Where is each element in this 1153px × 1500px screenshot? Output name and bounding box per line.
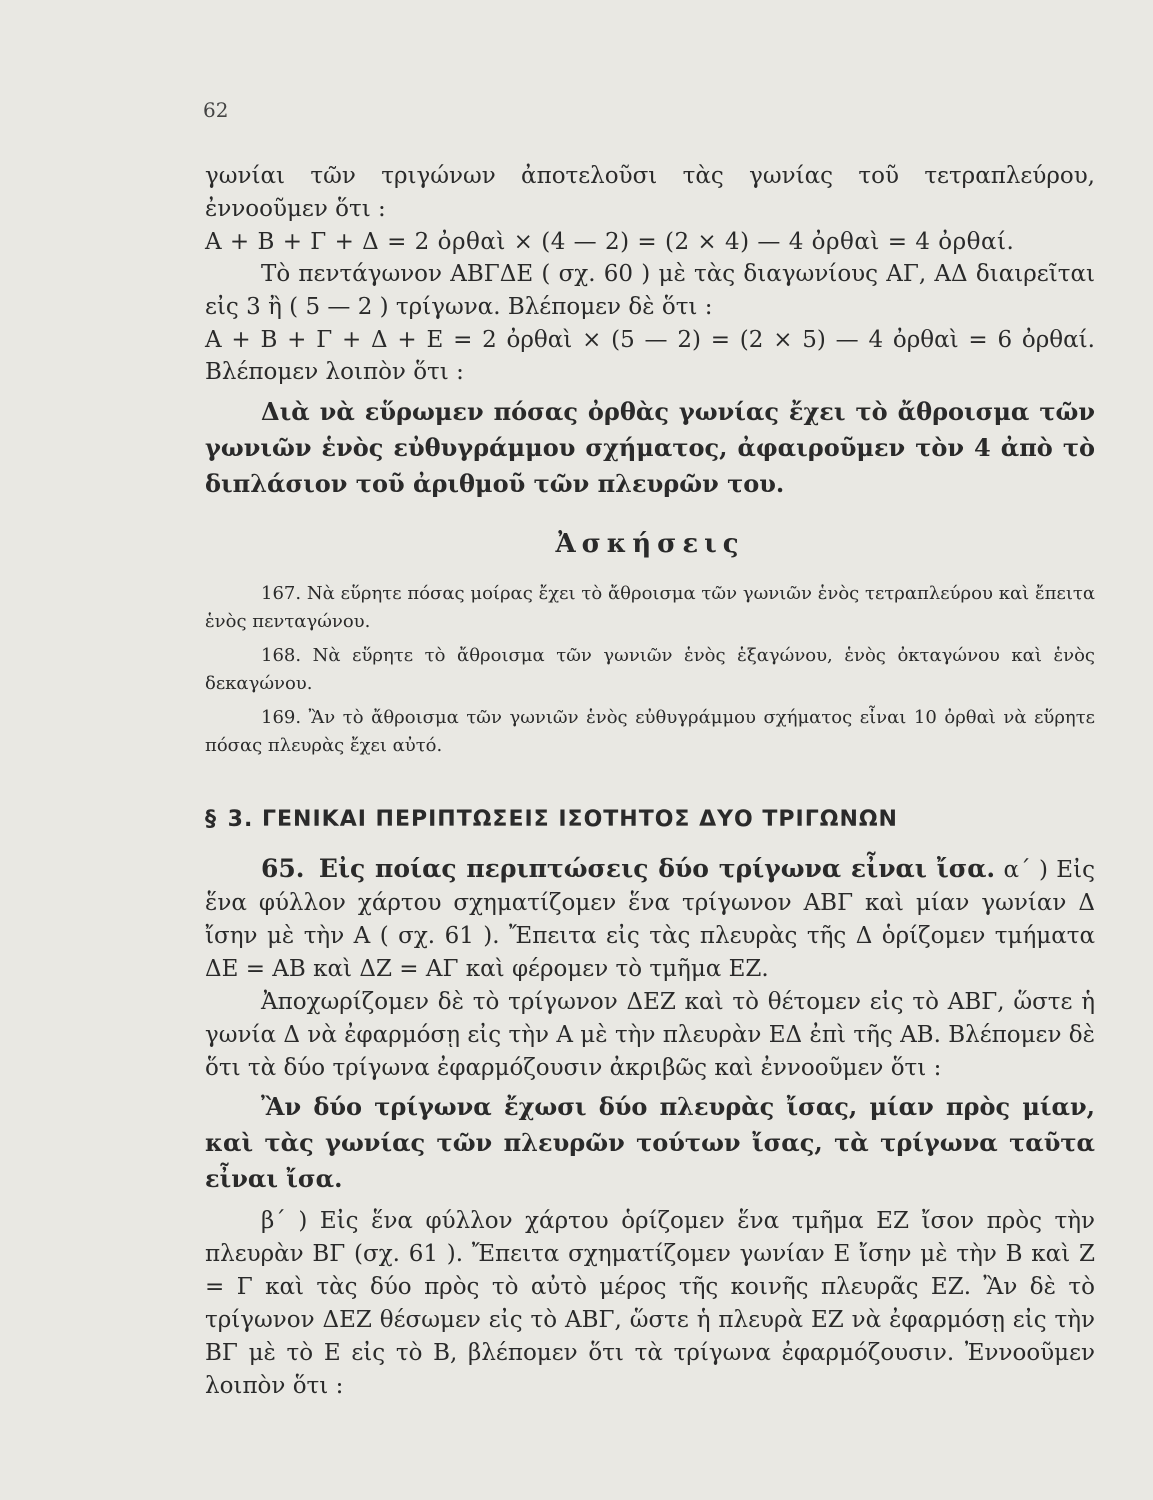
paragraph-title: Εἰς ποίας περιπτώσεις δύο τρίγωνα εἶναι ἴσα. (318, 854, 996, 883)
angle-sum-rule: Διὰ νὰ εὕρωμεν πόσας ὀρθὰς γωνίας ἔχει τὸ ἄθροισμα τῶν γωνιῶν ἑνὸς εὐθυγράμμου σχήματος, ἀφαιροῦμεν τὸν 4 ἀπὸ τὸ διπλάσιον τοῦ ἀριθμοῦ τῶν πλευρῶν του. (205, 397, 1095, 498)
paragraph-number: 65. (261, 854, 305, 883)
paragraph-65-c: β΄ ) Εἰς ἕνα φύλλον χάρτου ὁρίζομεν ἕνα τμῆμα ΕΖ ἴσον πρὸς τὴν πλευρὰν ΒΓ (σχ. 61 ). Ἔπειτα σχηματίζομεν γωνίαν Ε ἴσην μὲ τὴν Β καὶ Ζ = Γ καὶ τὰς δύο πρὸς τὸ αὐτὸ μέρος τῆς κοινῆς πλευρᾶς ΕΖ. Ἂν δὲ τὸ τρίγωνον ΔΕΖ θέσωμεν εἰς τὸ ΑΒΓ, ὥστε ἡ πλευρὰ ΕΖ νὰ ἐφαρμόσῃ εἰς τὴν ΒΓ μὲ τὸ Ε εἰς τὸ Β, βλέπομεν ὅτι τὰ τρίγωνα ἐφαρμόζουσιν. Ἐννοοῦμεν λοιπὸν ὅτι : (205, 1208, 1095, 1399)
equation-pentagon: Α + Β + Γ + Δ + Ε = 2 ὀρθαὶ × (5 — 2) = (2 × 5) — 4 ὀρθαὶ = 6 ὀρθαί. Βλέπομεν λοιπὸν ὅτι : (205, 327, 1095, 385)
paragraph-65-b: Ἀποχωρίζομεν δὲ τὸ τρίγωνον ΔΕΖ καὶ τὸ θέτομεν εἰς τὸ ΑΒΓ, ὥστε ἡ γωνία Δ νὰ ἐφαρμόσῃ εἰς τὴν Α μὲ τὴν πλευρὰν ΕΔ ἐπὶ τῆς ΑΒ. Βλέπομεν δὲ ὅτι τὰ δύο τρίγωνα ἐφαρμόζουσιν ἀκριβῶς καὶ ἐννοοῦμεν ὅτι : (205, 989, 1095, 1081)
section-symbol: § (205, 807, 217, 832)
paragraph-65-a (205, 852, 1095, 986)
page-content (205, 160, 1095, 1403)
exercise-item: 167. Νὰ εὕρητε πόσας μοίρας ἔχει τὸ ἄθροισμα τῶν γωνιῶν ἑνὸς τετραπλεύρου καὶ ἔπειτα ἑνὸς πενταγώνου. (205, 583, 1095, 632)
exercises-heading: Ἀσκήσεις (555, 529, 745, 559)
exercise-item: 169. Ἂν τὸ ἄθροισμα τῶν γωνιῶν ἑνὸς εὐθυγράμμου σχήματος εἶναι 10 ὀρθαὶ νὰ εὕρητε πόσας πλευρὰς ἔχει αὐτό. (205, 707, 1095, 756)
intro-paragraph: γωνίαι τῶν τριγώνων ἀποτελοῦσι τὰς γωνίας τοῦ τετραπλεύρου, ἐννοοῦμεν ὅτι : (205, 163, 1095, 222)
paragraph-text-a: α΄ ) Εἰς ἕνα φύλλον χάρτου σχηματίζομεν ἕνα τρίγωνον ΑΒΓ καὶ μίαν γωνίαν Δ ἴσην μὲ τὴν Α ( σχ. 61 ). Ἔπειτα εἰς τὰς πλευρὰς τῆς Δ ὁρίζομεν τμήματα ΔΕ = ΑΒ καὶ ΔΖ = ΑΓ καὶ φέρομεν τὸ τμῆμα ΕΖ. (205, 857, 1095, 982)
pentagon-paragraph: Τὸ πεντάγωνον ΑΒΓΔΕ ( σχ. 60 ) μὲ τὰς διαγωνίους ΑΓ, ΑΔ διαιρεῖται εἰς 3 ἢ ( 5 — 2 ) τρίγωνα. Βλέπομεν δὲ ὅτι : (205, 261, 1095, 320)
congruence-law: Ἂν δύο τρίγωνα ἔχωσι δύο πλευρὰς ἴσας, μίαν πρὸς μίαν, καὶ τὰς γωνίας τῶν πλευρῶν τούτων ἴσας, τὰ τρίγωνα ταῦτα εἶναι ἴσα. (205, 1092, 1095, 1193)
section-title: 3. ΓΕΝΙΚΑΙ ΠΕΡΙΠΤΩΣΕΙΣ ΙΣΟΤΗΤΟΣ ΔΥΟ ΤΡΙΓΩΝΩΝ (227, 807, 898, 832)
section-heading (205, 804, 1095, 836)
exercise-item: 168. Νὰ εὕρητε τὸ ἄθροισμα τῶν γωνιῶν ἑνὸς ἑξαγώνου, ἑνὸς ὀκταγώνου καὶ ἑνὸς δεκαγώνου. (205, 645, 1095, 694)
equation-quadrilateral: Α + Β + Γ + Δ = 2 ὀρθαὶ × (4 — 2) = (2 × 4) — 4 ὀρθαὶ = 4 ὀρθαί. (205, 229, 1015, 255)
page-number: 62 (203, 98, 229, 122)
